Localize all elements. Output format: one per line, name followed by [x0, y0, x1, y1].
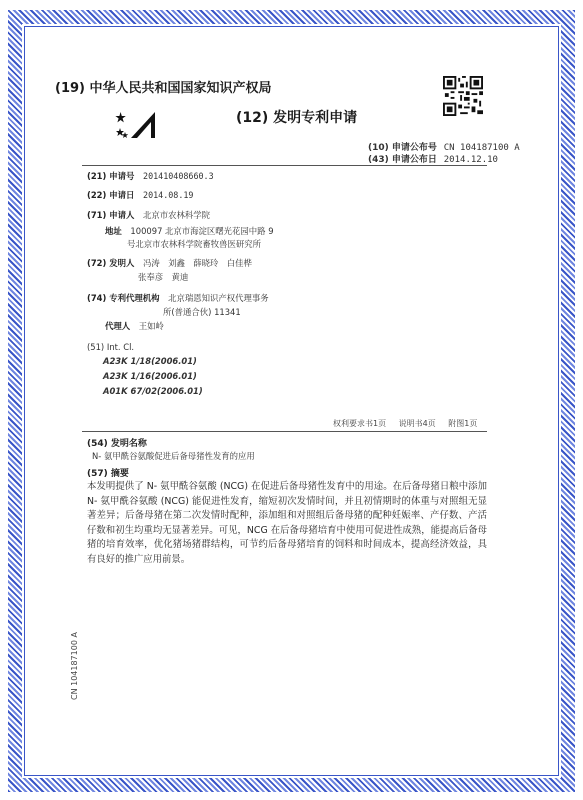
invention-title-label: (54) 发明名称 — [87, 439, 147, 449]
claims-pages: 权利要求书1页 — [333, 419, 387, 428]
inventors-line-1: 冯涛 刘鑫 薛晓玲 白佳桦 — [143, 258, 252, 268]
description-pages: 说明书4页 — [398, 419, 436, 428]
filing-date-row — [87, 190, 193, 201]
application-number-label: (21) 申请号 — [87, 171, 135, 181]
document-type: (12) 发明专利申请 — [236, 110, 358, 126]
header-divider — [82, 165, 487, 166]
inventors-label: (72) 发明人 — [87, 258, 135, 268]
int-cl-label: (51) Int. Cl. — [87, 342, 135, 352]
publication-date: 2014.12.10 — [443, 155, 498, 165]
agency-line-2: 所(普通合伙) 11341 — [163, 307, 241, 317]
application-number: 201410408660.3 — [143, 171, 214, 181]
ipc-text-2: A23K 1/16(2006.01) — [103, 371, 197, 381]
agency-label: (74) 专利代理机构 — [87, 293, 160, 303]
filing-date: 2014.08.19 — [143, 190, 194, 200]
publication-number: CN 104187100 A — [443, 143, 520, 153]
abstract-label: (57) 摘要 — [87, 469, 129, 479]
cnipa-logo — [115, 108, 159, 142]
invention-title: N- 氨甲酰谷氨酸促进后备母猪性发育的应用 — [92, 451, 255, 461]
applicant-row — [87, 210, 210, 221]
agent-label: 代理人 — [105, 321, 131, 331]
ipc-text-1: A23K 1/18(2006.01) — [103, 356, 197, 366]
agent-row — [105, 321, 164, 332]
office-name: (19) 中华人民共和国国家知识产权局 — [55, 81, 272, 96]
applicant-label: (71) 申请人 — [87, 210, 135, 220]
agency-row — [87, 293, 269, 304]
publication-date-label: (43) 申请公布日 — [368, 155, 437, 165]
inventors-row — [87, 258, 252, 269]
ipc-class-2 — [103, 371, 197, 382]
ipc-class-1 — [103, 356, 197, 367]
figures-pages: 附图1页 — [448, 419, 478, 428]
inner-border — [24, 26, 559, 776]
page-count-row — [333, 418, 477, 429]
ipc-text-3: A01K 67/02(2006.01) — [103, 386, 203, 396]
qr-code — [443, 76, 483, 116]
abstract-text: 本发明提供了 N- 氨甲酰谷氨酸 (NCG) 在促进后备母猪性发育中的用途。在后备母猪日粮中添加 N- 氨甲酰谷氨酸 (NCG) 能促进性发育，缩短初次发情时间，并且初情期时的体重与对照组无显著差异；后备母猪在第二次发情时配种，添加组和对照组后备母猪的配种妊娠率、产仔数、产活仔数和初生均重均无显著差异。可见，NCG 在后备母猪培育中使用可促进性成熟，能提高后备母猪的培育效率，优化猪场猪群结构，可节约后备母猪培育的饲料和时间成本，提高经济效益，具有良好的推广应用前景。 — [87, 481, 487, 565]
side-publication-number: CN 104187100 A — [70, 632, 79, 700]
address-line-1: 100097 北京市海淀区曙光花园中路 9 — [130, 226, 274, 236]
address-line-2: 号北京市农林科学院畜牧兽医研究所 — [127, 239, 261, 249]
address-label: 地址 — [105, 226, 122, 236]
ipc-class-3 — [103, 386, 203, 397]
filing-date-label: (22) 申请日 — [87, 190, 135, 200]
application-number-row — [87, 171, 214, 182]
publication-number-label: (10) 申请公布号 — [368, 143, 437, 153]
inventors-line-2: 张奉彦 黄迪 — [138, 272, 189, 282]
applicant: 北京市农林科学院 — [143, 210, 211, 220]
agent: 王如岭 — [138, 321, 164, 331]
section-divider — [82, 431, 487, 432]
agency-line-1: 北京瑞恩知识产权代理事务 — [168, 293, 269, 303]
address-row — [105, 226, 274, 237]
publication-date-row — [368, 152, 498, 165]
